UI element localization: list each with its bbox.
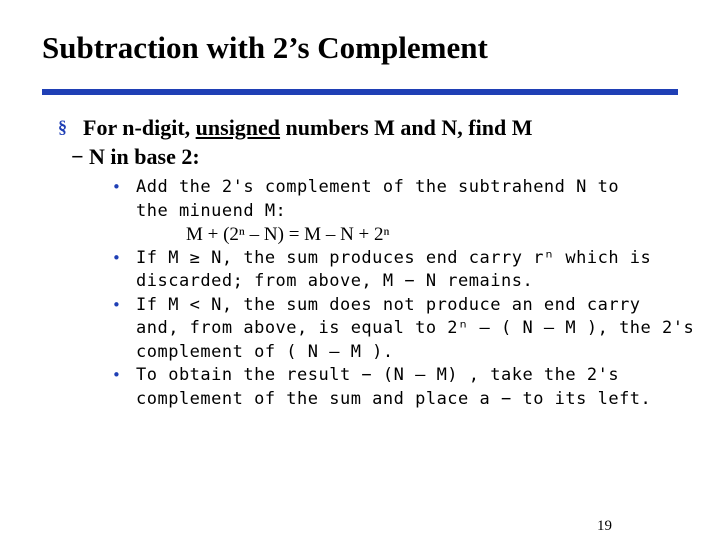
sub-bullet-item (110, 364, 670, 411)
main-bullet-line-1 (58, 113, 532, 142)
main-bullet-text-b: numbers M and N, find M (280, 115, 533, 140)
sub-bullet-item (110, 176, 670, 247)
formula-line: M + (2ⁿ – N) = M – N + 2ⁿ (186, 224, 390, 245)
sub-bullet-line: and, from above, is equal to 2ⁿ – ( N – M ), the 2's (136, 318, 695, 338)
bullet-dot-icon: • (112, 178, 122, 196)
sub-bullet-line: discarded; from above, M − N remains. (136, 271, 534, 291)
main-bullet (58, 113, 532, 171)
sub-bullet-line: To obtain the result − (N – M) , take the 2's (136, 365, 620, 385)
bullet-dot-icon: • (112, 248, 122, 267)
sub-bullet-line: the minuend M: (136, 200, 287, 221)
main-bullet-line-2: − N in base 2: (71, 144, 200, 169)
sub-bullet-line: Add the 2's complement of the subtrahend N to (136, 177, 620, 197)
sub-bullet-line: complement of the sum and place a − to its left. (136, 388, 652, 409)
section-marker-icon: § (58, 117, 67, 137)
bullet-dot-icon: • (112, 366, 122, 384)
sub-bullet-line: If M ≥ N, the sum produces end carry rⁿ which is (136, 247, 652, 268)
page-number: 19 (597, 518, 612, 534)
sub-bullet-item (110, 247, 670, 294)
sub-bullet-line: If M < N, the sum does not produce an end carry (136, 294, 641, 315)
sub-bullet-line: complement of ( N – M ). (136, 341, 394, 362)
title-rule (42, 89, 678, 95)
sub-bullet-list (110, 176, 695, 411)
main-bullet-text-a: For n-digit, (83, 115, 196, 140)
main-bullet-underlined: unsigned (195, 115, 281, 140)
slide-title: Subtraction with 2’s Complement (42, 30, 488, 65)
sub-bullet-item (110, 294, 695, 365)
bullet-dot-icon: • (112, 295, 122, 314)
